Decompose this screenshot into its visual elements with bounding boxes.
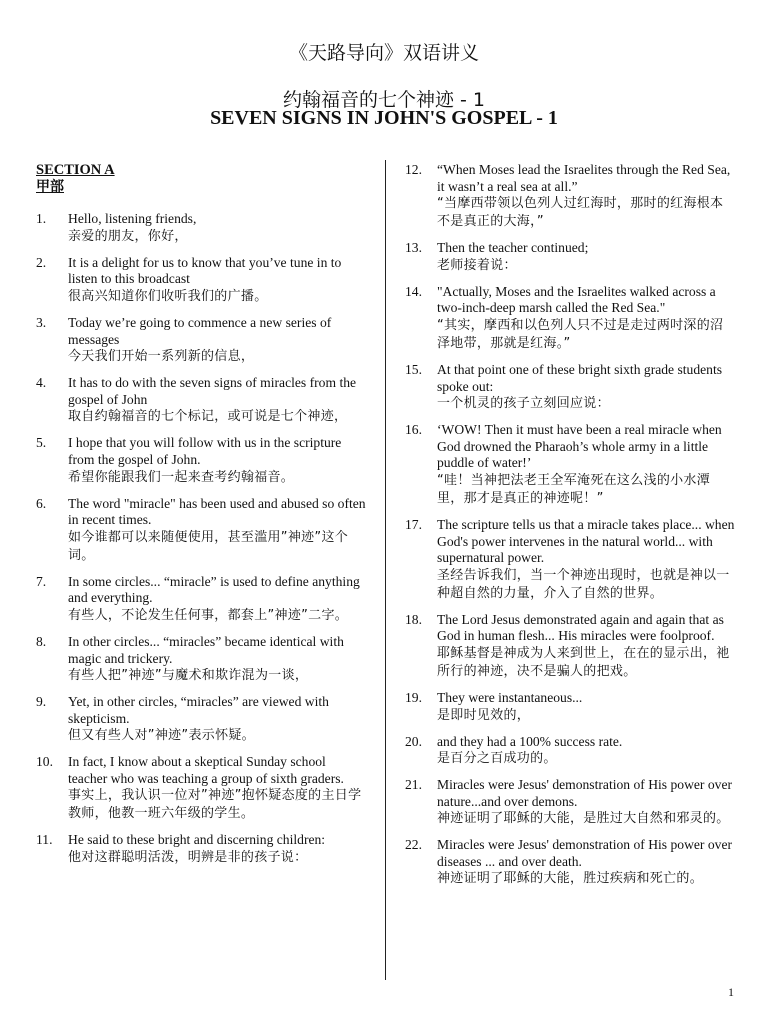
item-chinese-text: 圣经告诉我们，当一个神迹出现时，也就是神以一种超自然的力量，介入了自然的世界。 [437,567,730,601]
item-chinese-text: 是即时见效的， [437,707,531,723]
item-english-text: ‘WOW! Then it must have been a real miracle when God drowned the Pharaoh’s whole army in a little puddle of water!’ [437,422,722,471]
item-body [68,574,366,625]
item-chinese-text: 有些人把”神迹”与魔术和欺诈混为一谈， [68,668,309,684]
chinese-title: 约翰福音的七个神迹 - 1 [282,89,486,111]
item-number: 18. [405,611,422,627]
item-english-text: Today we’re going to commence a new series of messages [68,314,332,347]
item-body [437,362,735,413]
item-number: 12. [405,162,422,177]
list-item [405,690,735,725]
item-chinese-text: 事实上，我认识一位对”神迹”抱怀疑态度的主日学教师，他教一班六年级的学生。 [68,788,362,822]
item-number: 9. [36,694,47,710]
item-number: 16. [405,422,422,438]
item-chinese-text: 很高兴知道你们收听我们的广播。 [68,288,268,304]
item-body [68,832,366,867]
item-body [437,777,735,828]
item-body [437,240,735,275]
item-english-text: The scripture tells us that a miracle takes place... when God's power intervenes in the natural world... with supernatural power. [437,516,735,566]
item-number: 5. [36,435,47,451]
item-body [437,837,735,888]
list-item [36,832,366,867]
item-body [437,162,735,231]
item-number: 22. [405,837,422,853]
item-english-text: and they had a 100% success rate. [437,733,623,749]
list-item [405,612,735,681]
list-item [405,240,735,275]
list-item [405,362,735,413]
item-number: 13. [405,240,422,256]
item-number: 1. [36,211,47,227]
item-body [68,634,366,685]
english-title: SEVEN SIGNS IN JOHN'S GOSPEL - 1 [210,107,558,129]
list-item [36,435,366,486]
list-item [36,255,366,306]
item-chinese-text: 是百分之百成功的。 [437,751,557,767]
item-body [437,284,735,353]
series-title: 《天路导向》双语讲义 [288,42,479,64]
item-english-text: Hello, listening friends, [68,211,197,227]
item-chinese-text: 希望你能跟我们一起来查考约翰福音。 [68,469,295,485]
item-chinese-text: 耶稣基督是神成为人来到世上，在在的显示出，祂所行的神迹，决不是骗人的把戏。 [437,645,730,679]
item-number: 8. [36,633,47,649]
list-item [36,574,366,625]
column-divider [385,160,386,980]
item-english-text: They were instantaneous... [437,689,583,705]
item-body [68,754,366,823]
list-item [405,517,735,603]
right-item-list [405,162,735,888]
item-chinese-text: 神迹证明了耶稣的大能，胜过疾病和死亡的。 [437,871,704,887]
item-english-text: “When Moses lead the Israelites through the Red Sea, it wasn’t a real sea at all.” [437,162,731,194]
item-body [68,315,366,366]
list-item [36,694,366,745]
item-body [68,694,366,745]
page-number: 1 [728,985,734,999]
left-column [36,162,366,876]
section-heading-en: SECTION A [36,162,115,178]
item-english-text: In some circles... “miracle” is used to define anything and everything. [68,573,360,606]
item-chinese-text: 老师接着说： [437,257,517,273]
item-body [437,612,735,681]
item-chinese-text: 亲爱的朋友，你好， [68,228,188,244]
item-english-text: "Actually, Moses and the Israelites walked across a two-inch-deep marsh called the Red Sea." [437,283,716,316]
item-chinese-text: 神迹证明了耶稣的大能，是胜过大自然和邪灵的。 [437,811,730,827]
list-item [36,496,366,565]
item-chinese-text: “当摩西带领以色列人过红海时，那时的红海根本不是真正的大海，” [437,196,724,230]
list-item [405,837,735,888]
item-number: 4. [36,375,47,391]
item-english-text: Miracles were Jesus' demonstration of His power over nature...and over demons. [437,777,733,809]
item-body [68,211,366,246]
item-chinese-text: 有些人，不论发生任何事，都套上”神迹”二字。 [68,607,349,623]
item-body [68,496,366,565]
item-english-text: At that point one of these bright sixth grade students spoke out: [437,361,723,394]
list-item [36,315,366,366]
item-number: 2. [36,254,47,270]
list-item [405,162,735,231]
item-english-text: Miracles were Jesus' demonstration of His power over diseases ... and over death. [437,837,733,869]
item-number: 14. [405,283,422,299]
item-number: 17. [405,516,422,532]
item-number: 3. [36,314,47,330]
item-english-text: It is a delight for us to know that you’ve tune in to listen to this broadcast [68,254,342,287]
item-chinese-text: 如今谁都可以来随便使用，甚至滥用”神迹”这个词。 [68,529,349,563]
item-chinese-text: 他对这群聪明活泼，明辨是非的孩子说： [68,850,308,866]
item-english-text: In other circles... “miracles” became identical with magic and trickery. [68,633,344,666]
list-item [405,734,735,769]
item-number: 20. [405,733,422,749]
item-chinese-text: “哇！当神把法老王全军淹死在这么浅的小水潭里，那才是真正的神迹呢！” [437,472,711,506]
item-chinese-text: 取自约翰福音的七个标记，或可说是七个神迹， [68,409,348,425]
item-number: 21. [405,777,422,793]
item-chinese-text: 但又有些人对”神迹”表示怀疑。 [68,728,255,744]
item-english-text: In fact, I know about a skeptical Sunday school teacher who was teaching a group of sixth graders. [68,754,344,786]
item-body [437,690,735,725]
item-english-text: The word "miracle" has been used and abused so often in recent times. [68,495,366,528]
item-body [68,375,366,426]
item-body [437,734,735,769]
item-english-text: Then the teacher continued; [437,240,589,256]
item-english-text: The Lord Jesus demonstrated again and again that as God in human flesh... His miracles were foolproof. [437,611,724,644]
item-english-text: I hope that you will follow with us in the scripture from the gospel of John. [68,435,342,467]
list-item [36,375,366,426]
item-body [68,255,366,306]
list-item [36,211,366,246]
item-body [68,435,366,486]
item-number: 15. [405,361,422,377]
item-chinese-text: “其实，摩西和以色列人只不过是走过两吋深的沼泽地带，那就是红海。” [437,317,724,351]
list-item [405,777,735,828]
item-chinese-text: 一个机灵的孩子立刻回应说： [437,396,610,412]
list-item [36,754,366,823]
item-number: 7. [36,573,47,589]
item-number: 6. [36,495,47,511]
item-number: 10. [36,754,53,770]
section-heading-zh: 甲部 [36,178,64,195]
list-item [36,634,366,685]
list-item [405,284,735,353]
list-item [405,422,735,508]
item-english-text: He said to these bright and discerning children: [68,832,326,848]
item-chinese-text: 今天我们开始一系列新的信息， [68,349,255,365]
item-number: 11. [36,832,53,848]
item-english-text: Yet, in other circles, “miracles” are viewed with skepticism. [68,694,329,726]
left-item-list [36,211,366,867]
item-body [437,517,735,603]
right-column [405,162,735,897]
item-english-text: It has to do with the seven signs of miracles from the gospel of John [68,375,357,407]
item-body [437,422,735,508]
item-number: 19. [405,689,422,705]
